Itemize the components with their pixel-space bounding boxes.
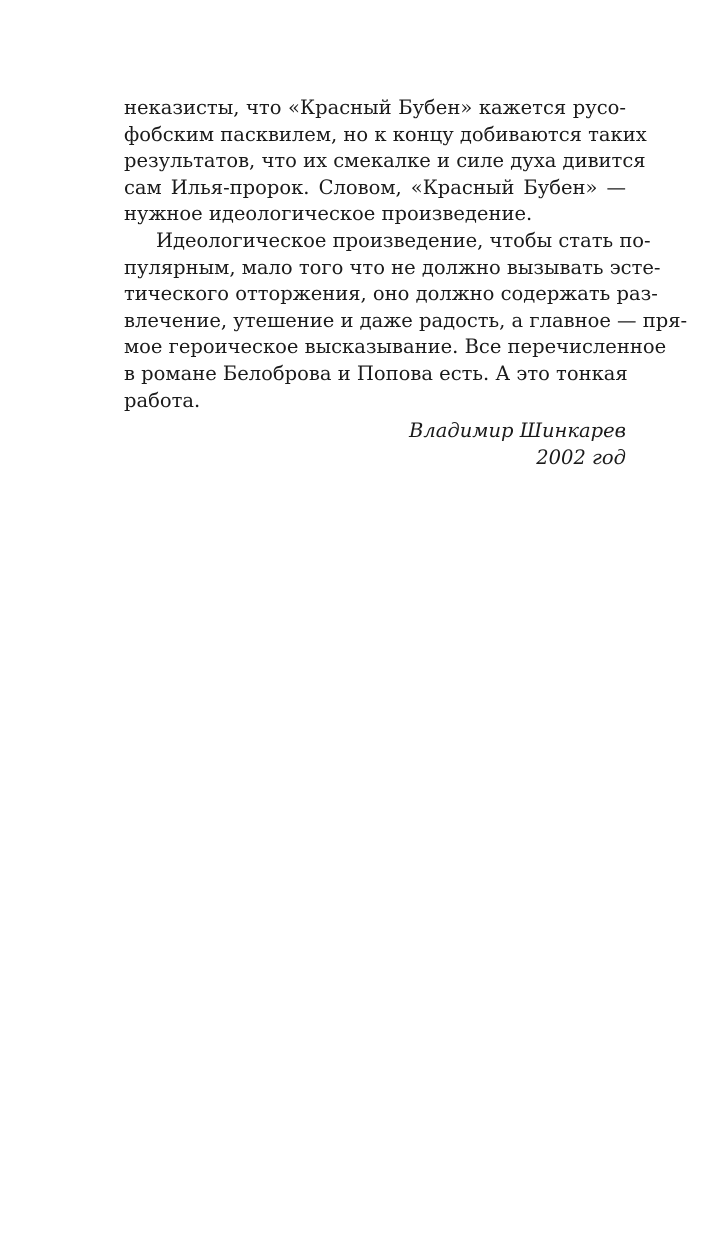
text-line: тического отторжения, оно должно содержать раз-: [124, 282, 658, 306]
text-line: влечение, утешение и даже радость, а главное — пря-: [124, 308, 688, 332]
text-line: работа.: [124, 388, 201, 412]
text-line: фобским пасквилем, но к концу добиваются таких: [124, 122, 647, 146]
signature-block: [124, 418, 626, 471]
text-line: мое героическое высказывание. Все перечисленное: [124, 335, 667, 359]
text-line: результатов, что их смекалке и силе духа дивится: [124, 149, 646, 173]
text-line: сам Илья-пророк. Словом, «Красный Бубен» —: [124, 175, 626, 199]
text-line: неказисты, что «Красный Бубен» кажется русо-: [124, 96, 626, 119]
signature-year: 2002 год: [536, 445, 626, 469]
author-name: Владимир Шинкарев: [409, 419, 626, 443]
page-body: [124, 95, 688, 471]
text-line: нужное идеологическое произведение.: [124, 202, 533, 226]
paragraph-1: [124, 95, 647, 228]
text-line: Идеологическое произведение, чтобы стать по-: [156, 228, 651, 252]
paragraph-2: [124, 228, 688, 414]
text-line: пулярным, мало того что не должно вызывать эсте-: [124, 255, 661, 279]
text-line: в романе Белоброва и Попова есть. А это тонкая: [124, 361, 628, 385]
